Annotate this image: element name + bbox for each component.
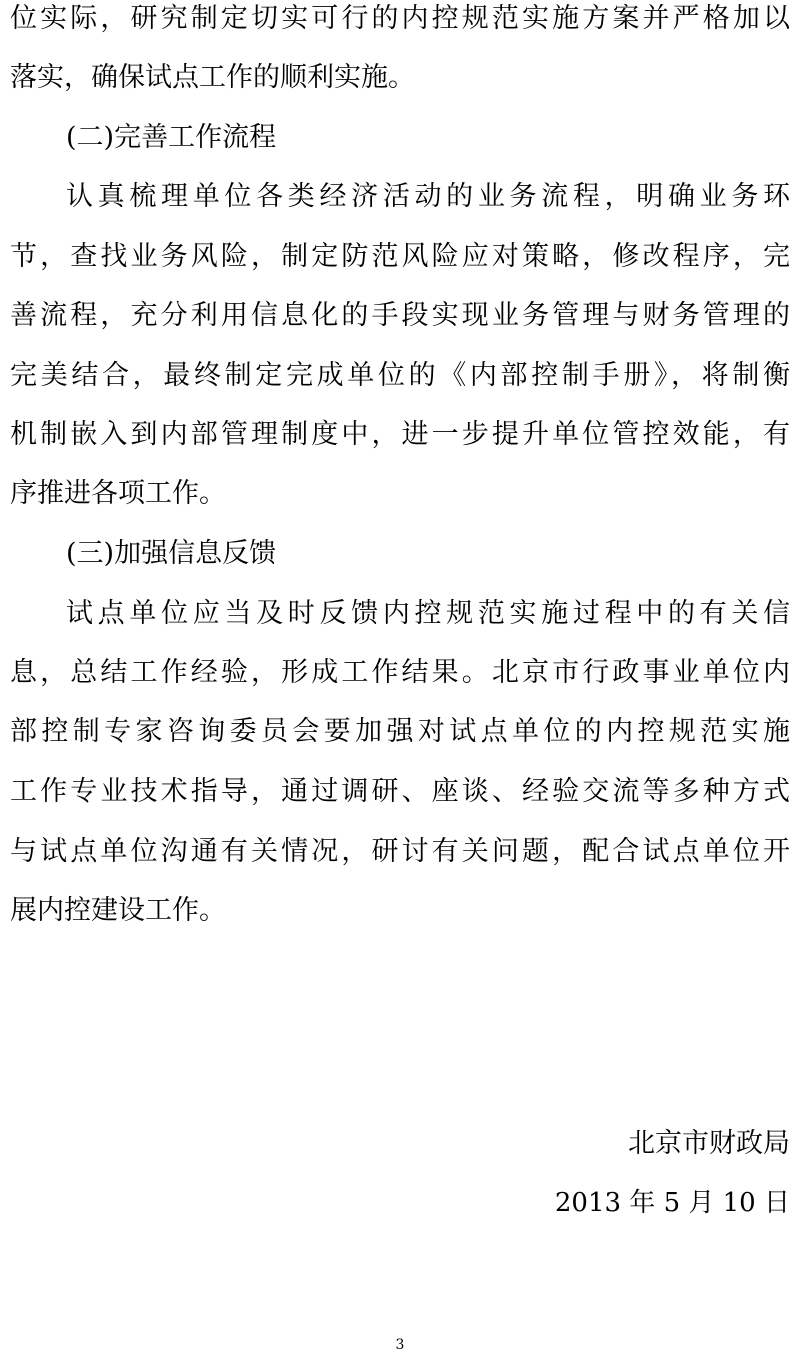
issue-date: 2013 年 5 月 10 日 — [554, 1188, 790, 1218]
body-text-line: 完美结合，最终制定完成单位的《内部控制手册》，将制衡 — [10, 360, 790, 391]
body-text-line: 位实际，研究制定切实可行的内控规范实施方案并严格加以 — [10, 3, 790, 34]
section-heading: (三)加强信息反馈 — [66, 538, 277, 569]
body-text-line: 与试点单位沟通有关情况，研讨有关问题，配合试点单位开 — [10, 836, 790, 867]
body-text-line: 息，总结工作经验，形成工作结果。北京市行政事业单位内 — [10, 657, 790, 688]
body-text-line: 序推进各项工作。 — [10, 478, 226, 509]
page-number: 3 — [395, 1337, 405, 1353]
body-text-line: 工作专业技术指导，通过调研、座谈、经验交流等多种方式 — [10, 776, 790, 807]
body-text-line: 善流程，充分利用信息化的手段实现业务管理与财务管理的 — [10, 300, 790, 331]
section-heading: (二)完善工作流程 — [66, 122, 277, 153]
issuer-name: 北京市财政局 — [628, 1128, 790, 1159]
body-text-line: 落实，确保试点工作的顺利实施。 — [10, 62, 415, 93]
body-text-line: 机制嵌入到内部管理制度中，进一步提升单位管控效能，有 — [10, 419, 790, 450]
body-text-line: 试点单位应当及时反馈内控规范实施过程中的有关信 — [66, 598, 790, 629]
body-text-line: 节，查找业务风险，制定防范风险应对策略，修改程序，完 — [10, 241, 790, 272]
body-text-line: 展内控建设工作。 — [10, 895, 226, 926]
body-text-line: 认真梳理单位各类经济活动的业务流程，明确业务环 — [66, 181, 790, 212]
body-text-line: 部控制专家咨询委员会要加强对试点单位的内控规范实施 — [10, 716, 790, 747]
